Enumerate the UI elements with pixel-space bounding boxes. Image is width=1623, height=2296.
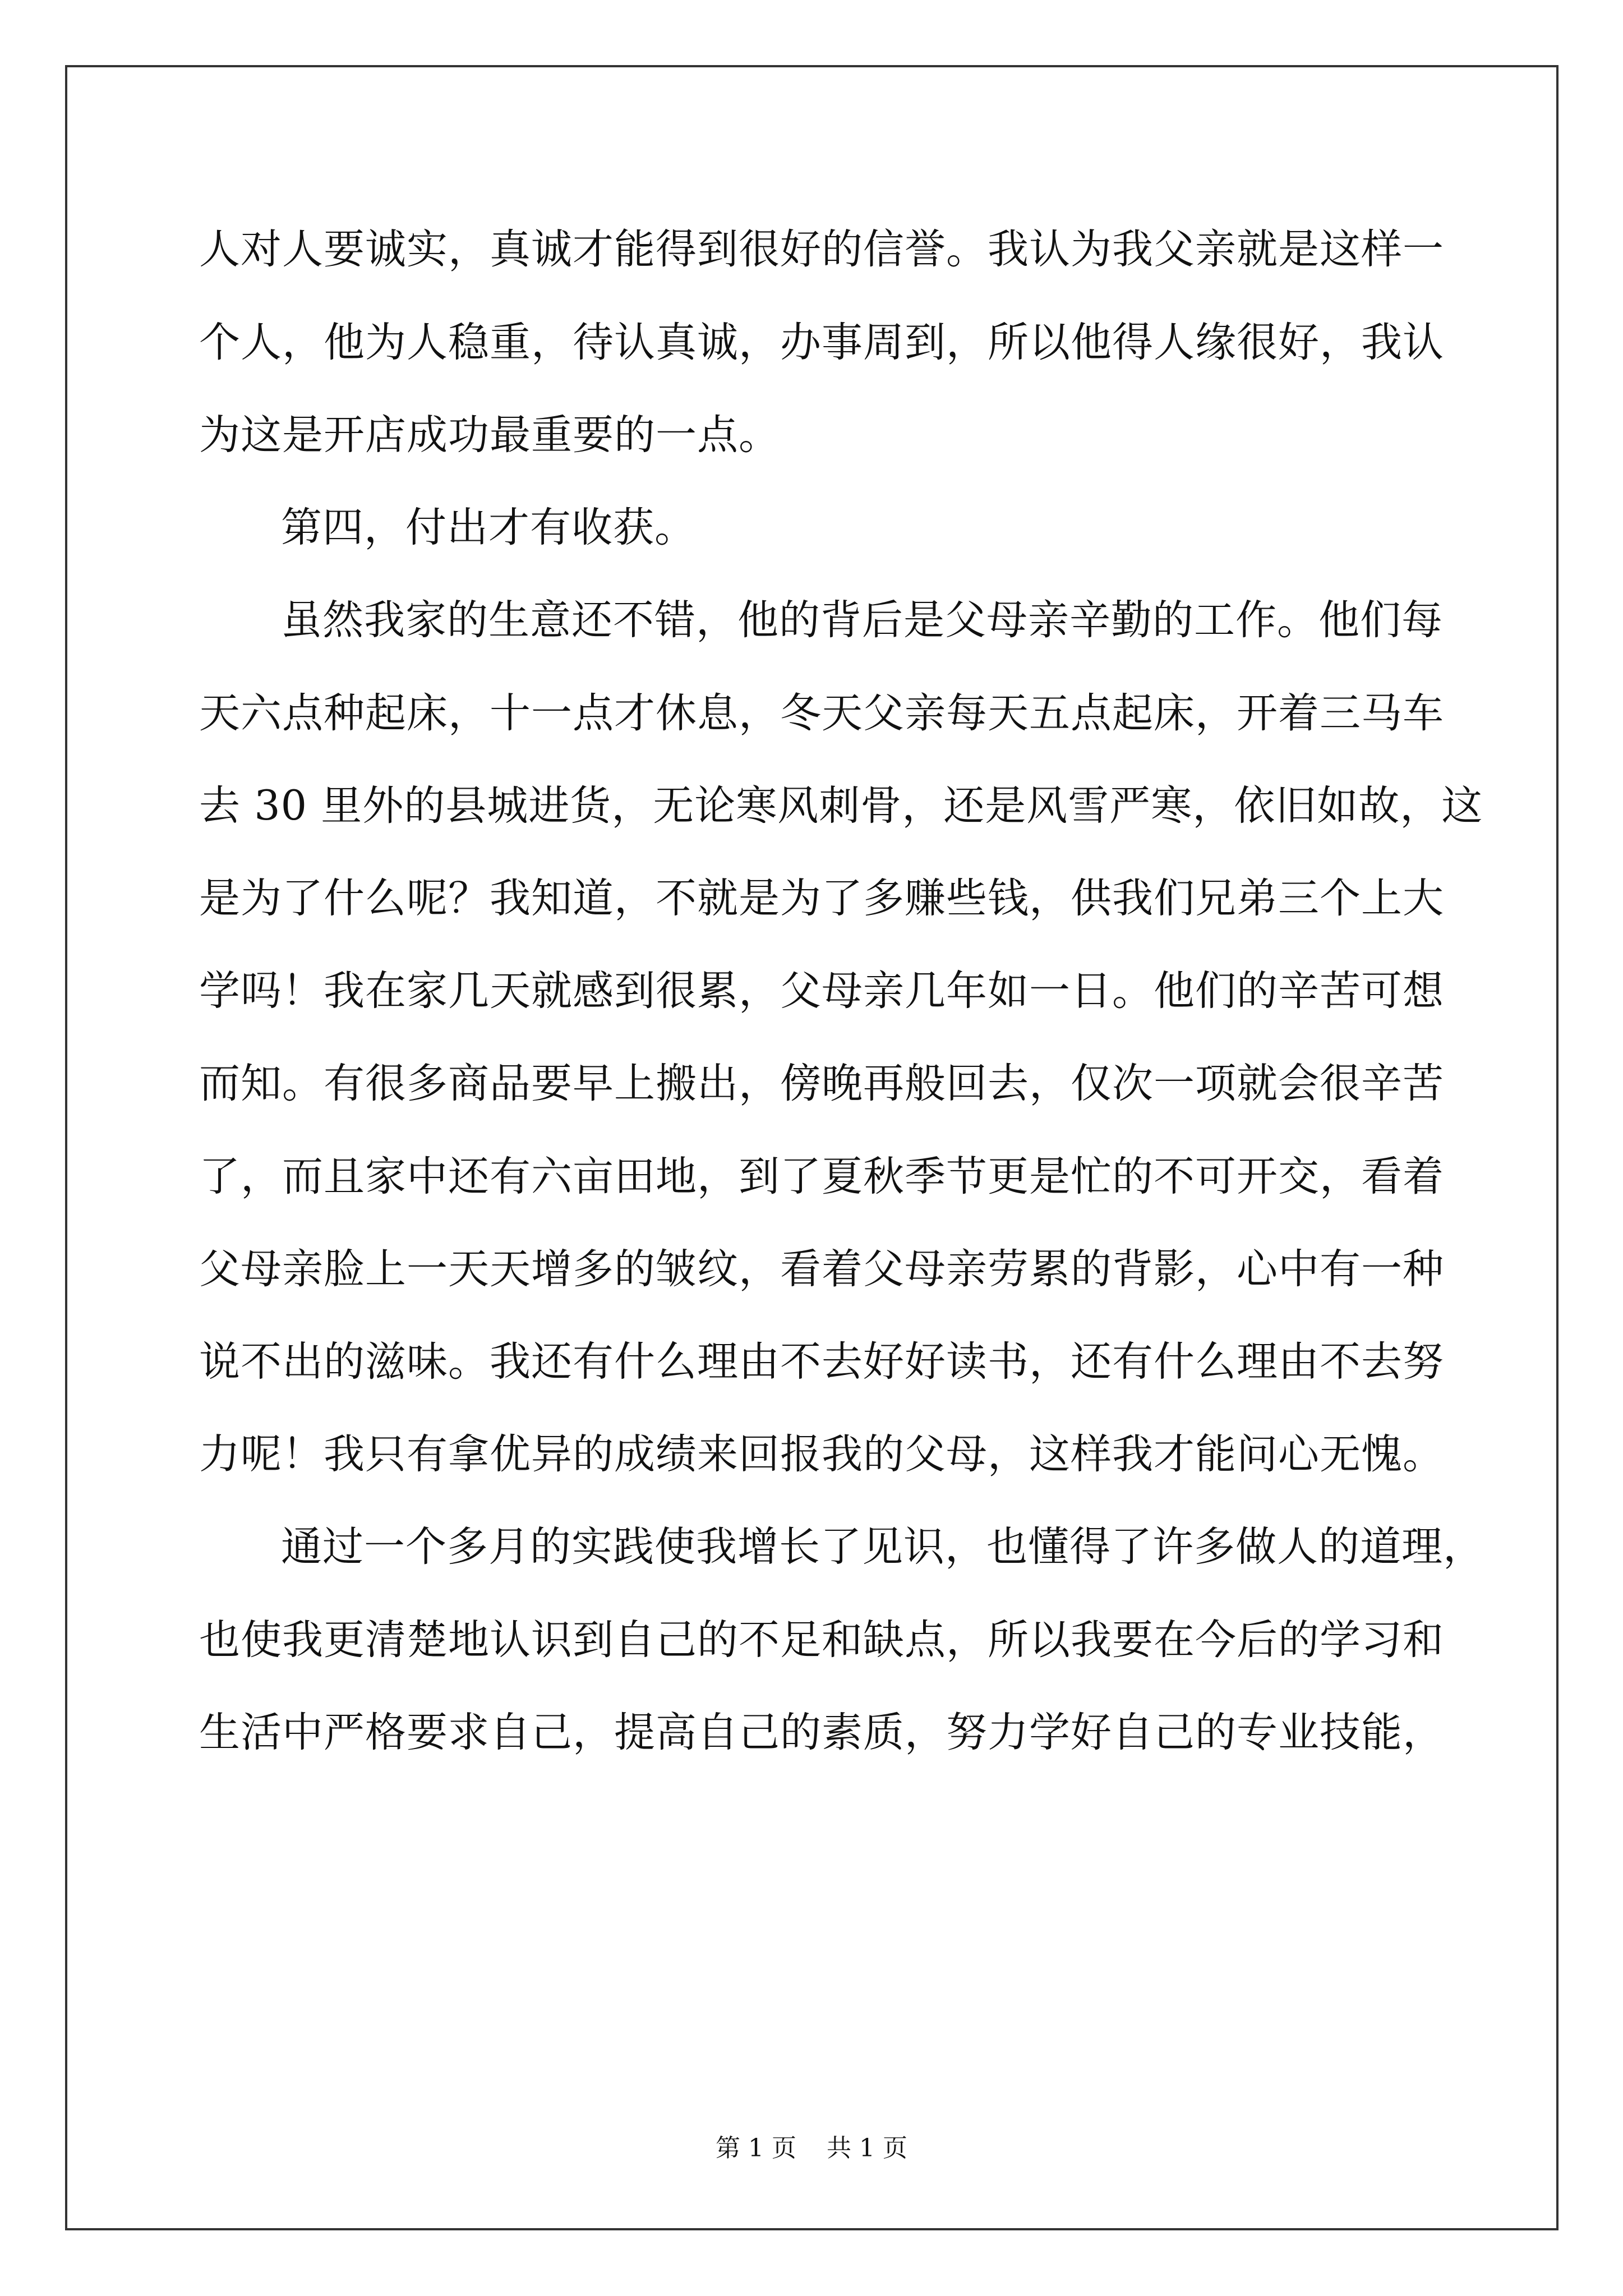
text-line: 了，而且家中还有六亩田地，到了夏秋季节更是忙的不可开交，看着 <box>199 1153 1444 1200</box>
text-line: 为这是开店成功最重要的一点。 <box>199 411 780 459</box>
page-footer <box>0 2132 1623 2165</box>
text-line: 父母亲脸上一天天增多的皱纹，看着父母亲劳累的背影，心中有一种 <box>199 1245 1444 1293</box>
text-line: 个人，他为人稳重，待认真诚，办事周到，所以他得人缘很好，我认 <box>199 319 1444 366</box>
page-number: 第 1 页 <box>716 2134 796 2162</box>
text-line: 是为了什么呢？我知道，不就是为了多赚些钱，供我们兄弟三个上大 <box>199 875 1444 922</box>
text-line: 学吗！我在家几天就感到很累，父母亲几年如一日。他们的辛苦可想 <box>199 967 1444 1015</box>
text-line: 去 30 里外的县城进货，无论寒风刺骨，还是风雪严寒，依旧如故，这 <box>199 782 1483 830</box>
text-line: 力呢！我只有拿优异的成绩来回报我的父母，这样我才能问心无愧。 <box>199 1430 1444 1478</box>
text-line: 而知。有很多商品要早上搬出，傍晚再般回去，仅次一项就会很辛苦 <box>199 1060 1444 1107</box>
text-line: 生活中严格要求自己，提高自己的素质，努力学好自己的专业技能， <box>199 1709 1444 1756</box>
text-line: 通过一个多月的实践使我增长了见识，也懂得了许多做人的道理， <box>281 1523 1484 1571</box>
text-line: 也使我更清楚地认识到自己的不足和缺点，所以我要在今后的学习和 <box>199 1616 1444 1664</box>
text-line: 虽然我家的生意还不错，他的背后是父母亲辛勤的工作。他们每 <box>281 596 1443 644</box>
text-line: 人对人要诚实，真诚才能得到很好的信誉。我认为我父亲就是这样一 <box>199 226 1444 273</box>
text-line: 说不出的滋味。我还有什么理由不去好好读书，还有什么理由不去努 <box>199 1338 1444 1386</box>
text-line: 天六点种起床，十一点才休息，冬天父亲每天五点起床，开着三马车 <box>199 689 1444 737</box>
paragraph-heading: 第四，付出才有收获。 <box>281 504 696 551</box>
page-total: 共 1 页 <box>827 2134 907 2162</box>
